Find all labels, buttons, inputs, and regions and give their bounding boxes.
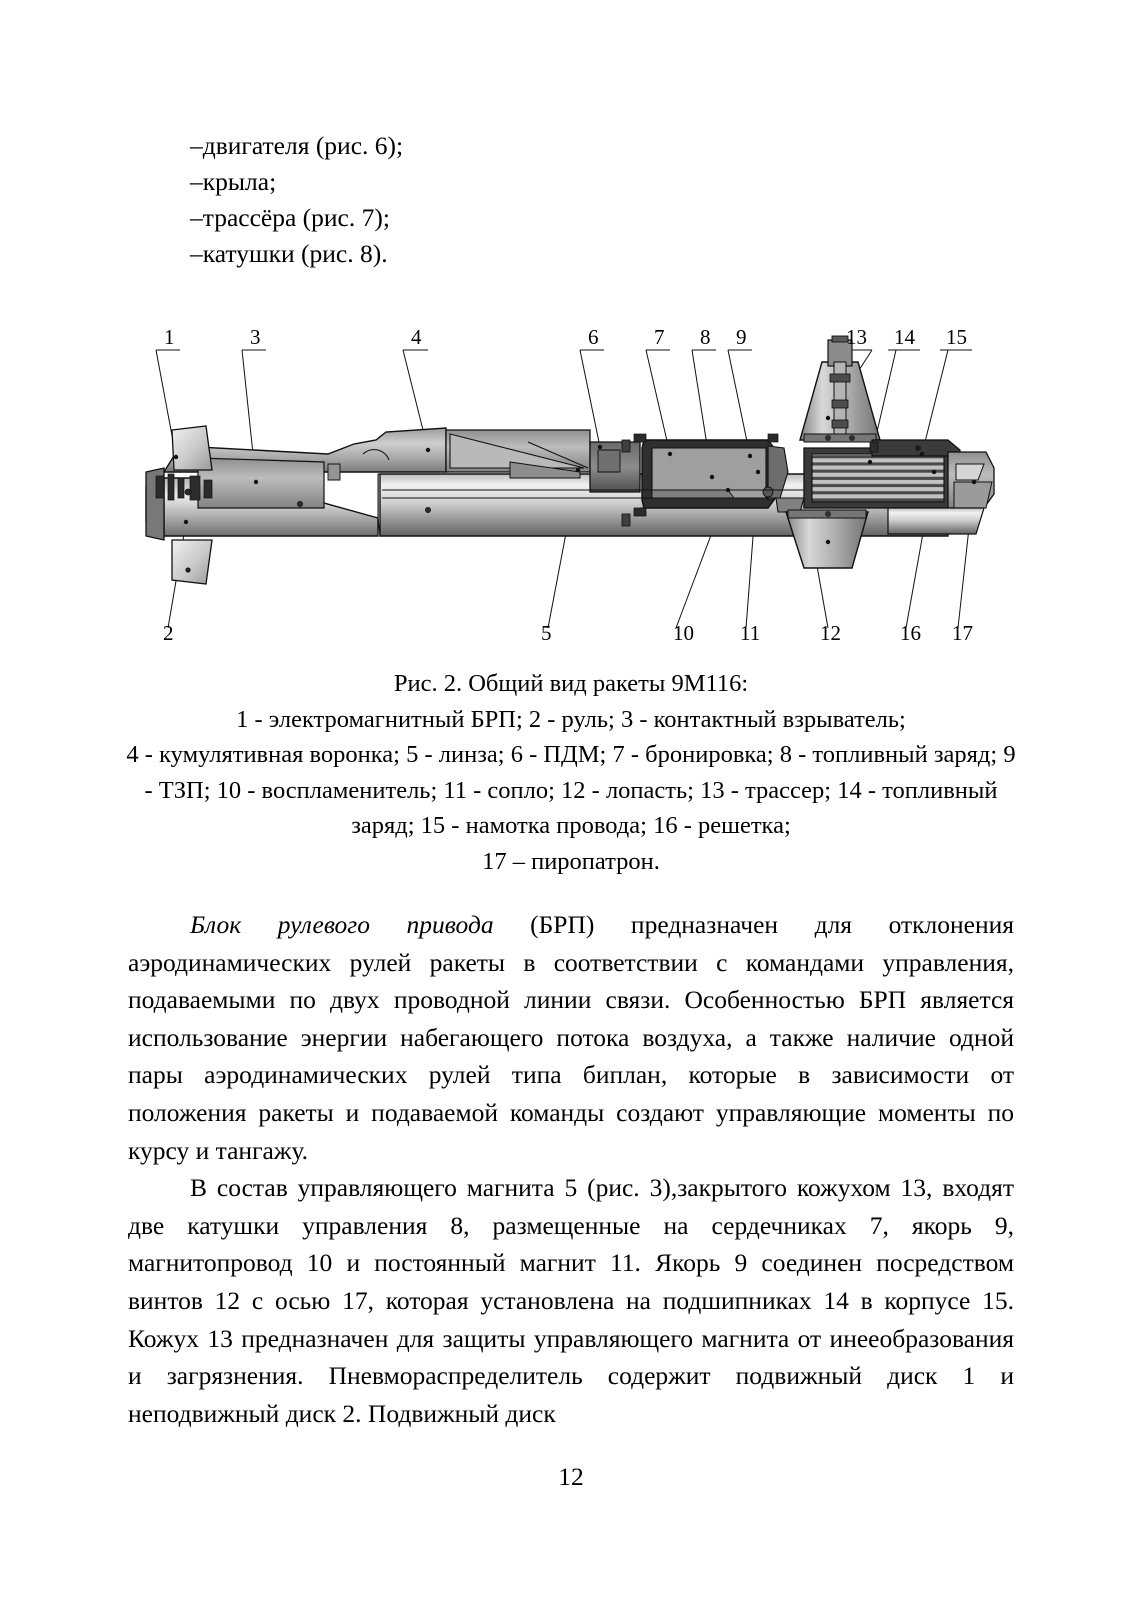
- tracer-collar-3: [832, 420, 848, 428]
- blade-vane: [786, 512, 868, 568]
- callout-labels-bottom: [163, 621, 973, 645]
- callout-label: 14: [894, 325, 915, 349]
- list-item: –крыла;: [190, 167, 277, 196]
- callout-label: 5: [541, 621, 552, 645]
- list-item: –катушки (рис. 8).: [190, 239, 388, 268]
- paragraph-control-magnet: В состав управляющего магнита 5 (рис. 3),закрытого кожухом 13, входят две катушки управления 8, размещенные на сердечниках 7, якорь 9, магнитопровод 10 и постоянный магнит 11. Якорь 9 соединен посредством винтов 12 с осью 17, которая установлена на подшипниках 14 в корпусе 15. Кожух 13 предназначен для защиты управляющего магнита от инееобразования и загрязнения. Пневмораспределитель содержит подвижный диск 1 и неподвижный диск 2. Подвижный диск: [128, 1173, 1014, 1428]
- callout-label: 17: [952, 621, 973, 645]
- callout-label: 15: [946, 325, 967, 349]
- bullet-list: [190, 128, 890, 272]
- term-brp-italic: Блок рулевого привода: [190, 910, 494, 939]
- cover-bolt: [870, 442, 878, 452]
- pylon-base-plate: [804, 434, 876, 442]
- callout-label: 8: [700, 325, 711, 349]
- blade-rivet: [825, 511, 831, 517]
- callout-label: 2: [163, 621, 174, 645]
- callout-label: 6: [588, 325, 599, 349]
- pdm-bolt-bottom: [622, 514, 630, 526]
- callout-label: 16: [900, 621, 921, 645]
- pdm-detail: [598, 450, 620, 472]
- caption-legend-line-3: 17 – пиропатрон.: [482, 847, 660, 875]
- rudder-upper: [172, 426, 212, 470]
- tail-lower-fairing: [888, 508, 984, 534]
- body-text: [128, 906, 1014, 1432]
- pylon-rivet-1: [825, 435, 831, 441]
- callout-label: 12: [820, 621, 841, 645]
- rocket-cutaway-svg: [128, 322, 1014, 662]
- paragraph-brp-rest: (БРП) предназначен для отклонения аэродинамических рулей ракеты в соответствии с командами управления, подаваемыми по двух проводной линии связи. Особенностью БРП является использование энергии набегающего потока воздуха, а также наличие одной пары аэродинамических рулей типа биплан, которые в зависимости от положения ракеты и подаваемой команды создают управляющие моменты по курсу и тангажу.: [128, 910, 1015, 1165]
- shell-notch: [328, 464, 340, 480]
- pyro-cartridge: [954, 482, 992, 508]
- tracer-collar-2: [832, 400, 848, 408]
- page-number: 12: [558, 1462, 584, 1491]
- caption-legend-line-2: 4 - кумулятивная воронка; 5 - линза; 6 - ПДМ; 7 - бронировка; 8 - топливный заряд; 9 - ТЗП; 10 - воспламенитель; 11 - сопло; 12 - лопасть; 13 - трассер; 14 - топливный заряд; 15 - намотка провода; 16 - решетка;: [126, 741, 1016, 839]
- contact-fuze-block: [198, 458, 324, 508]
- callout-labels-top: [164, 325, 967, 349]
- cover-rivet: [915, 445, 921, 451]
- callout-label: 7: [654, 325, 665, 349]
- igniter: [763, 487, 773, 497]
- callout-label: 11: [740, 621, 761, 645]
- pdm-bolt-top: [622, 440, 630, 452]
- callout-label: 1: [164, 325, 175, 349]
- callout-label: 4: [411, 325, 422, 349]
- caption-title: Рис. 2. Общий вид ракеты 9М116:: [393, 670, 749, 697]
- callout-label: 13: [846, 325, 867, 349]
- callout-label: 9: [736, 325, 747, 349]
- callout-label: 3: [250, 325, 261, 349]
- rudder-lower: [172, 540, 212, 584]
- list-item: –двигателя (рис. 6);: [190, 131, 404, 160]
- figure-rocket-diagram: [128, 322, 1014, 662]
- list-item: –трассёра (рис. 7);: [190, 203, 390, 232]
- rudder-pivot: [185, 567, 190, 572]
- figure-caption: [124, 666, 1018, 879]
- caption-legend-line-1: 1 - электромагнитный БРП; 2 - руль; 3 - контактный взрыватель;: [236, 705, 906, 733]
- pylon-rivet-2: [849, 435, 855, 441]
- wire-winding: [812, 454, 944, 502]
- paragraph-brp: [128, 906, 1014, 1169]
- tracer-collar-1: [830, 374, 850, 382]
- callout-label: 10: [673, 621, 694, 645]
- fuel-charge-lower-step: [652, 490, 734, 498]
